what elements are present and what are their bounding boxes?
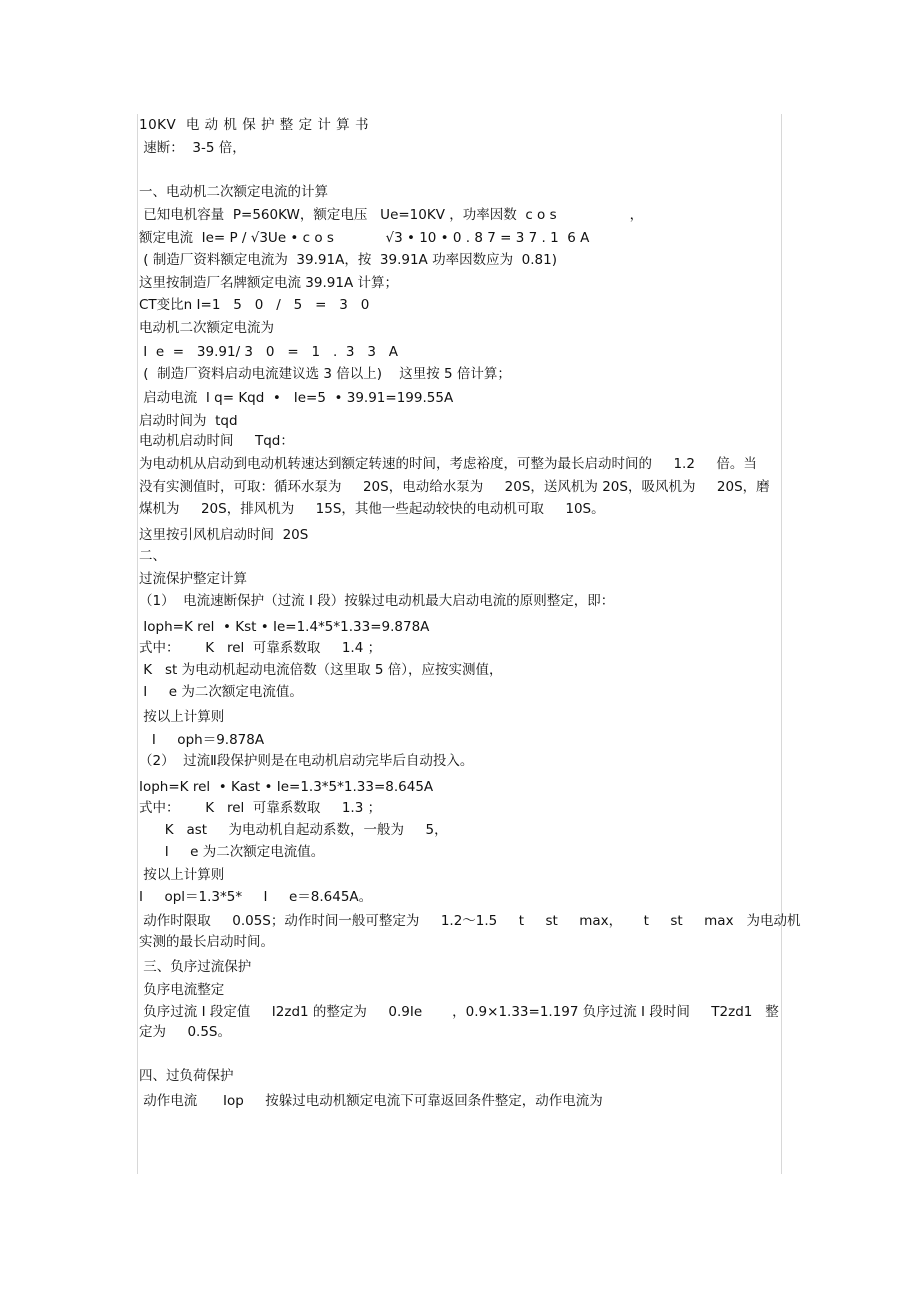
- text-line: 煤机为 20S，排风机为 15S，其他一些起动较快的电动机可取 10S。: [139, 501, 605, 517]
- text-line: 负序电流整定: [139, 982, 225, 998]
- text-line: 启动电流 I q= Kqd • Ie=5 • 39.91=199.55A: [139, 390, 454, 406]
- text-line: 电动机二次额定电流为: [139, 320, 274, 336]
- text-line: Ioph=K rel • Kst • Ie=1.4*5*1.33=9.878A: [139, 619, 430, 635]
- text-line: ( 制造厂资料额定电流为 39.91A，按 39.91A 功率因数应为 0.81): [139, 252, 557, 268]
- text-line: 按以上计算则: [139, 709, 225, 725]
- text-line: 没有实测值时，可取：循环水泵为 20S，电动给水泵为 20S，送风机为 20S，吸风机为 20S，磨: [139, 479, 770, 495]
- text-line: I e = 39.91/ 3 0 = 1 . 3 3 A: [139, 344, 399, 360]
- document-title: 10KV 电 动 机 保 护 整 定 计 算 书: [139, 117, 369, 133]
- text-line: 动作电流 Iop 按躲过电动机额定电流下可靠返回条件整定，动作电流为: [139, 1093, 603, 1109]
- text-line: ( 制造厂资料启动电流建议选 3 倍以上) 这里按 5 倍计算；: [139, 366, 511, 382]
- text-line: 式中： K rel 可靠系数取 1.4 ；: [139, 640, 382, 656]
- text-line: Ioph=K rel • Kast • Ie=1.3*5*1.33=8.645A: [139, 779, 434, 795]
- text-line: 过流保护整定计算: [139, 571, 247, 587]
- text-line: 这里按引风机启动时间 20S: [139, 527, 309, 543]
- text-line: 式中： K rel 可靠系数取 1.3 ；: [139, 800, 382, 816]
- text-line: 这里按制造厂名牌额定电流 39.91A 计算；: [139, 275, 398, 291]
- text-line: 四、过负荷保护: [139, 1068, 234, 1084]
- text-line: 动作时限取 0.05S；动作时间一般可整定为 1.2～1.5 t st max， t st max 为电动机: [139, 913, 801, 929]
- text-line: I oph＝9.878A: [139, 732, 265, 748]
- text-line: I e 为二次额定电流值。: [139, 844, 325, 860]
- text-line: 速断： 3-5 倍，: [139, 140, 246, 156]
- text-line: 一、电动机二次额定电流的计算: [139, 184, 328, 200]
- text-line: （2） 过流Ⅱ段保护则是在电动机启动完毕后自动投入。: [139, 753, 474, 769]
- text-line: 电动机启动时间 Tqd：: [139, 433, 294, 449]
- text-line: （1） 电流速断保护（过流 I 段）按躲过电动机最大启动电流的原则整定，即：: [139, 593, 615, 609]
- text-line: 三、负序过流保护: [139, 959, 252, 975]
- text-line: 额定电流 Ie= P / √3Ue • c o s √3 • 10 • 0 . 8 7 = 3 7 . 1 6 A: [139, 230, 590, 246]
- text-line: I e 为二次额定电流值。: [139, 684, 303, 700]
- text-line: 负序过流 I 段定值 I2zd1 的整定为 0.9Ie ，0.9×1.33=1.197 负序过流 I 段时间 T2zd1 整: [139, 1004, 779, 1020]
- text-line: K st 为电动机起动电流倍数（这里取 5 倍），应按实测值，: [139, 662, 503, 678]
- text-line: CT变比n I=1 5 0 / 5 = 3 0: [139, 297, 370, 313]
- text-line: 二、: [139, 548, 166, 564]
- text-line: 已知电机容量 P=560KW，额定电压 Ue=10KV ，功率因数 c o s ，: [139, 207, 644, 223]
- text-line: 实测的最长启动时间。: [139, 934, 274, 950]
- text-line: K ast 为电动机自起动系数，一般为 5，: [139, 822, 448, 838]
- text-line: 启动时间为 tqd: [139, 413, 238, 429]
- text-line: 为电动机从启动到电动机转速达到额定转速的时间，考虑裕度，可整为最长启动时间的 1.2 倍。当: [139, 456, 757, 472]
- page-left-border: [137, 114, 138, 1174]
- page-right-border: [781, 114, 782, 1174]
- text-line: 按以上计算则: [139, 867, 225, 883]
- text-line: I opl＝1.3*5* I e＝8.645A。: [139, 889, 373, 905]
- text-line: 定为 0.5S。: [139, 1024, 231, 1040]
